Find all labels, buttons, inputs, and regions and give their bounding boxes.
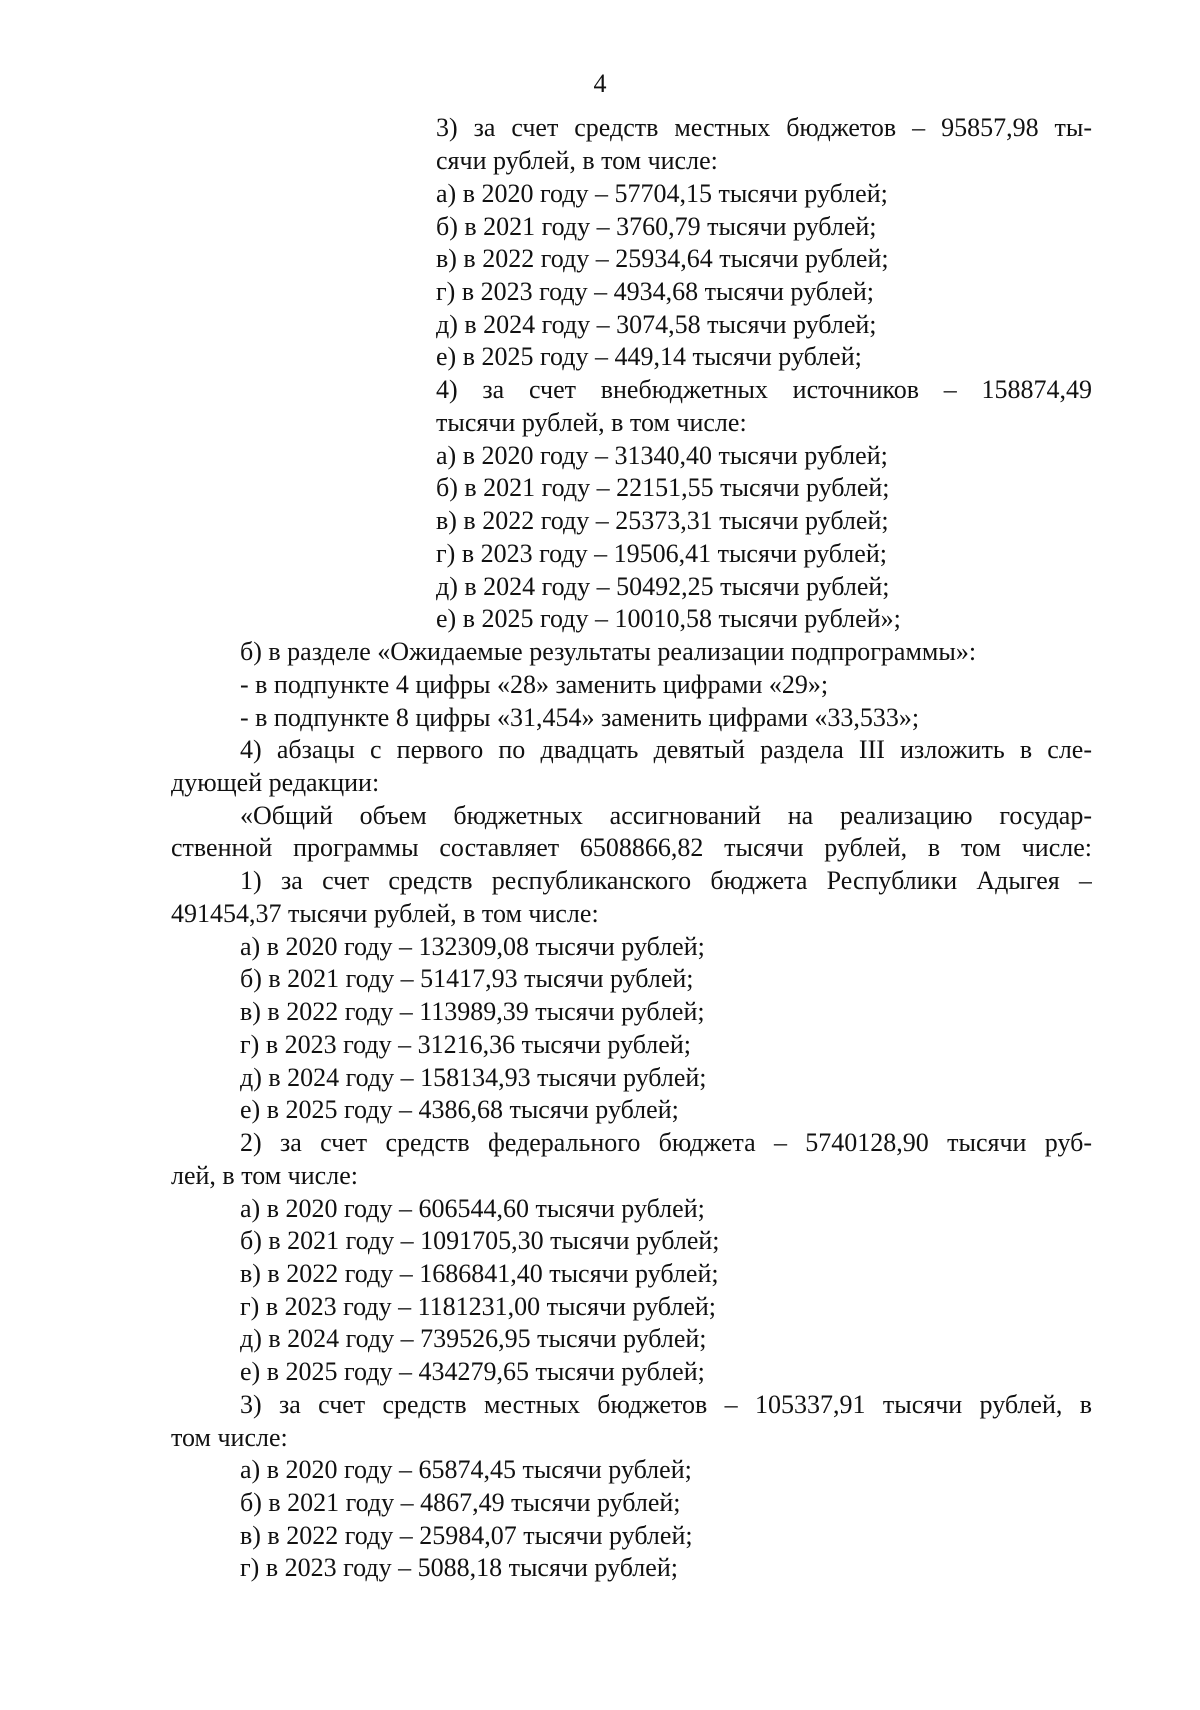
text-line: а) в 2020 году – 65874,45 тысячи рублей; bbox=[240, 1455, 692, 1484]
text-line: 4) абзацы с первого по двадцать девятый раздела III изложить в сле- bbox=[240, 735, 1092, 764]
text-line: 4) за счет внебюджетных источников – 158874,49 bbox=[436, 375, 1092, 404]
text-line: е) в 2025 году – 434279,65 тысячи рублей; bbox=[240, 1357, 705, 1386]
text-line: а) в 2020 году – 606544,60 тысячи рублей; bbox=[240, 1194, 705, 1223]
text-line: г) в 2023 году – 31216,36 тысячи рублей; bbox=[240, 1030, 691, 1059]
text-line: д) в 2024 году – 50492,25 тысячи рублей; bbox=[436, 572, 890, 601]
text-line: сячи рублей, в том числе: bbox=[436, 146, 718, 175]
text-line: б) в 2021 году – 22151,55 тысячи рублей; bbox=[436, 473, 890, 502]
text-line: том числе: bbox=[171, 1423, 288, 1452]
text-line: 3) за счет средств местных бюджетов – 95857,98 ты- bbox=[436, 113, 1092, 142]
text-line: в) в 2022 году – 25373,31 тысячи рублей; bbox=[436, 506, 889, 535]
text-line: ственной программы составляет 6508866,82 тысячи рублей, в том числе: bbox=[171, 833, 1092, 862]
text-line: 1) за счет средств республиканского бюджета Республики Адыгея – bbox=[240, 866, 1092, 895]
text-line: г) в 2023 году – 5088,18 тысячи рублей; bbox=[240, 1553, 678, 1582]
text-line: 3) за счет средств местных бюджетов – 105337,91 тысячи рублей, в bbox=[240, 1390, 1092, 1419]
text-line: в) в 2022 году – 1686841,40 тысячи рублей; bbox=[240, 1259, 719, 1288]
text-line: б) в 2021 году – 4867,49 тысячи рублей; bbox=[240, 1488, 681, 1517]
text-line: 491454,37 тысячи рублей, в том числе: bbox=[171, 899, 599, 928]
text-line: в) в 2022 году – 113989,39 тысячи рублей; bbox=[240, 997, 705, 1026]
text-line: лей, в том числе: bbox=[171, 1161, 358, 1190]
text-line: г) в 2023 году – 19506,41 тысячи рублей; bbox=[436, 539, 887, 568]
text-line: д) в 2024 году – 158134,93 тысячи рублей; bbox=[240, 1063, 707, 1092]
text-line: б) в 2021 году – 51417,93 тысячи рублей; bbox=[240, 964, 694, 993]
text-line: г) в 2023 году – 4934,68 тысячи рублей; bbox=[436, 277, 874, 306]
text-line: е) в 2025 году – 449,14 тысячи рублей; bbox=[436, 342, 862, 371]
text-line: - в подпункте 8 цифры «31,454» заменить цифрами «33,533»; bbox=[240, 703, 920, 732]
text-line: а) в 2020 году – 57704,15 тысячи рублей; bbox=[436, 179, 888, 208]
text-line: 2) за счет средств федерального бюджета – 5740128,90 тысячи руб- bbox=[240, 1128, 1092, 1157]
text-line: д) в 2024 году – 3074,58 тысячи рублей; bbox=[436, 310, 877, 339]
page-number: 4 bbox=[593, 69, 607, 98]
text-line: дующей редакции: bbox=[171, 768, 380, 797]
text-line: в) в 2022 году – 25934,64 тысячи рублей; bbox=[436, 244, 889, 273]
text-line: б) в 2021 году – 3760,79 тысячи рублей; bbox=[436, 212, 877, 241]
text-line: «Общий объем бюджетных ассигнований на реализацию государ- bbox=[240, 801, 1092, 830]
text-line: а) в 2020 году – 132309,08 тысячи рублей; bbox=[240, 932, 705, 961]
text-line: - в подпункте 4 цифры «28» заменить цифрами «29»; bbox=[240, 670, 829, 699]
text-line: тысячи рублей, в том числе: bbox=[436, 408, 747, 437]
text-line: д) в 2024 году – 739526,95 тысячи рублей; bbox=[240, 1324, 707, 1353]
text-line: е) в 2025 году – 10010,58 тысячи рублей»; bbox=[436, 604, 901, 633]
text-line: е) в 2025 году – 4386,68 тысячи рублей; bbox=[240, 1095, 679, 1124]
text-line: а) в 2020 году – 31340,40 тысячи рублей; bbox=[436, 441, 888, 470]
text-line: г) в 2023 году – 1181231,00 тысячи рублей; bbox=[240, 1292, 716, 1321]
text-line: б) в 2021 году – 1091705,30 тысячи рублей; bbox=[240, 1226, 720, 1255]
text-line: б) в разделе «Ожидаемые результаты реализации подпрограммы»: bbox=[240, 637, 977, 666]
text-line: в) в 2022 году – 25984,07 тысячи рублей; bbox=[240, 1521, 693, 1550]
